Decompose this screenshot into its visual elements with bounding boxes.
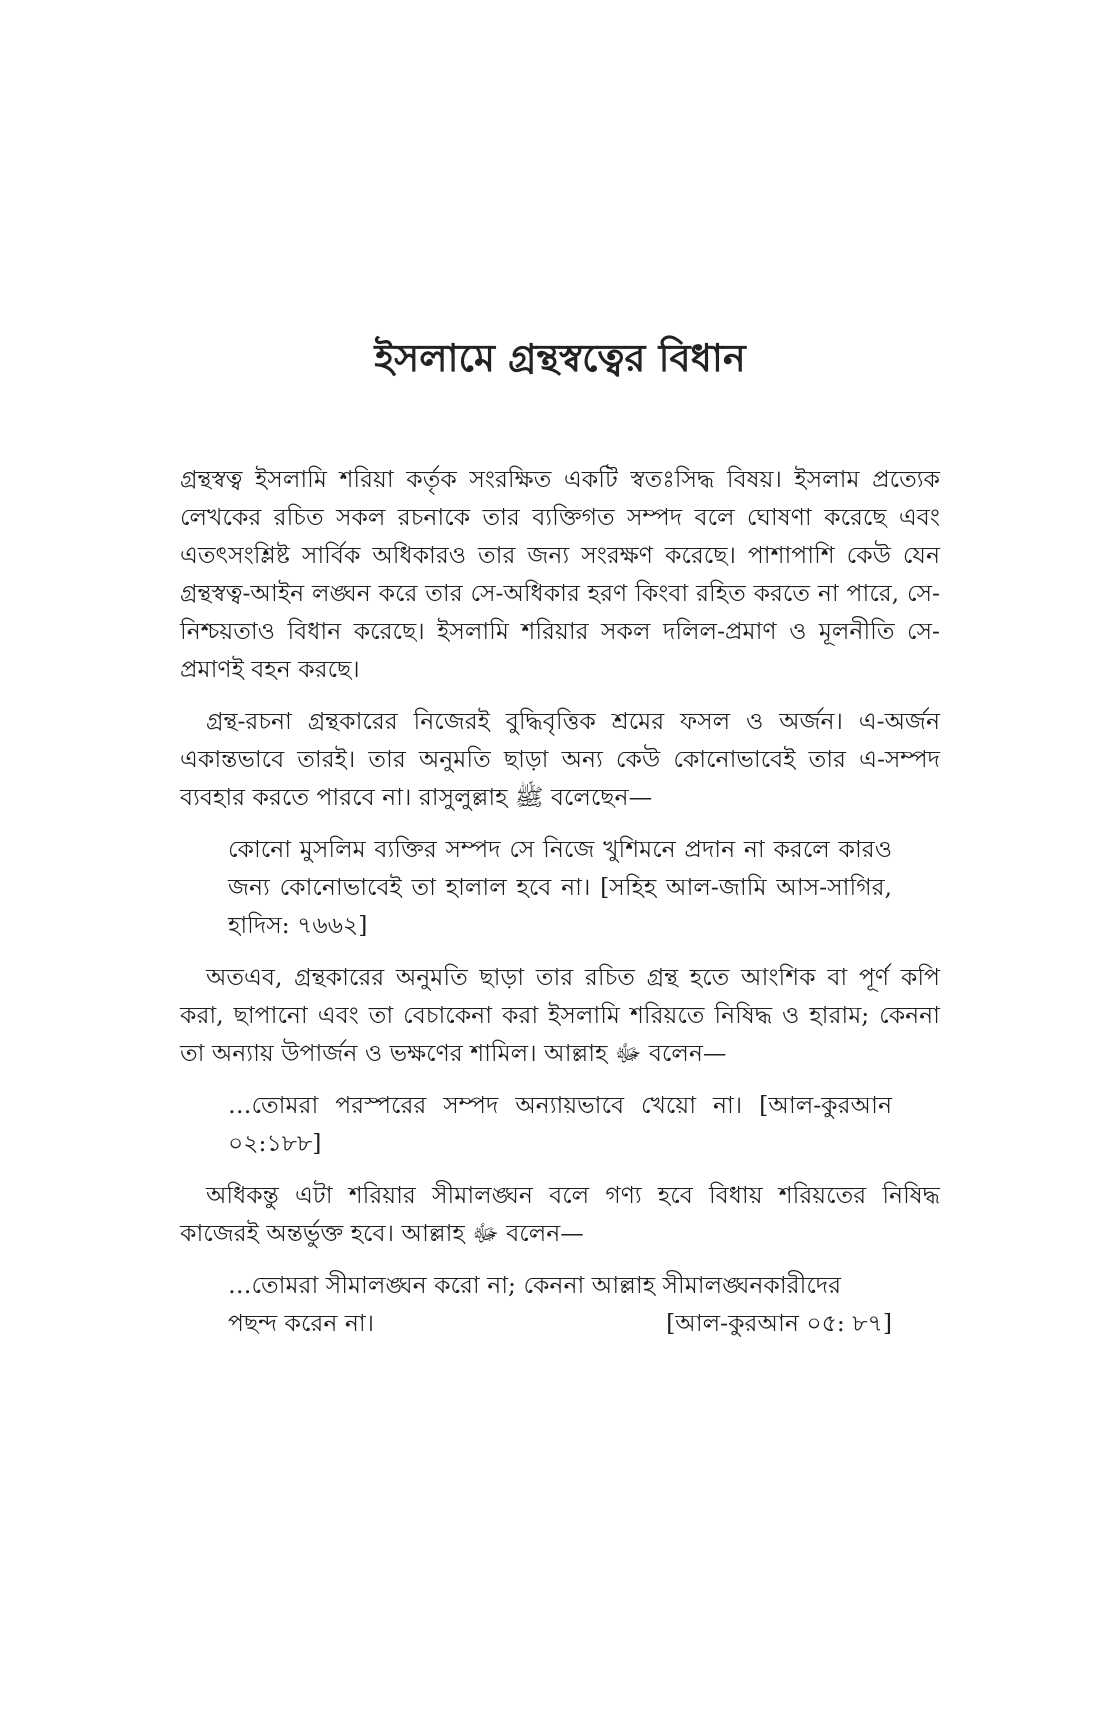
quote-last-line (228, 1304, 892, 1342)
paragraph-transgression: অধিকন্তু এটা শরিয়ার সীমালঙ্ঘন বলে গণ্য হবে বিধায় শরিয়তের নিষিদ্ধ কাজেরই অন্তর্ভুক্ত হবে। আল্লাহ ﷻ বলেন— (180, 1181, 940, 1247)
quran-quote-5-87 (180, 1266, 940, 1342)
quran-quote-2-188: …তোমরা পরস্পরের সম্পদ অন্যায়ভাবে খেয়ো না। [আল-কুরআন ০২:১৮৮] (228, 1091, 892, 1157)
body-text (180, 460, 940, 1342)
page-title: ইসলামে গ্রন্থস্বত্বের বিধান (374, 335, 746, 380)
paragraph-prohibition: অতএব, গ্রন্থকারের অনুমতি ছাড়া তার রচিত গ্রন্থ হতে আংশিক বা পূর্ণ কপি করা, ছাপানো এবং তা বেচাকেনা করা ইসলামি শরিয়তে নিষিদ্ধ ও হারাম; কেননা তা অন্যায় উপার্জন ও ভক্ষণের শামিল। আল্লাহ ﷻ বলেন— (180, 963, 940, 1067)
quote-reference: [আল-কুরআন ০৫: ৮৭] (666, 1309, 892, 1337)
quote-line-1: …তোমরা সীমালঙ্ঘন করো না; কেননা আল্লাহ সীমালঙ্ঘনকারীদের (228, 1271, 842, 1299)
paragraph-copyright-intro: গ্রন্থস্বত্ব ইসলামি শরিয়া কর্তৃক সংরক্ষিত একটি স্বতঃসিদ্ধ বিষয়। ইসলাম প্রত্যেক লেখকের রচিত সকল রচনাকে তার ব্যক্তিগত সম্পদ বলে ঘোষণা করেছে এবং এতৎসংশ্লিষ্ট সার্বিক অধিকারও তার জন্য সংরক্ষণ করেছে। পাশাপাশি কেউ যেন গ্রন্থস্বত্ব-আইন লঙ্ঘন করে তার সে-অধিকার হরণ কিংবা রহিত করতে না পারে, সে-নিশ্চয়তাও বিধান করেছে। ইসলামি শরিয়ার সকল দলিল-প্রমাণ ও মূলনীতি সে-প্রমাণই বহন করছে। (180, 465, 940, 683)
hadith-quote: কোনো মুসলিম ব্যক্তির সম্পদ সে নিজে খুশিমনে প্রদান না করলে কারও জন্য কোনোভাবেই তা হালাল হবে না। [সহিহ আল-জামি আস-সাগির, হাদিস: ৭৬৬২] (228, 835, 892, 939)
paragraph-authorship: গ্রন্থ-রচনা গ্রন্থকারের নিজেরই বুদ্ধিবৃত্তিক শ্রমের ফসল ও অর্জন। এ-অর্জন একান্তভাবে তারই। তার অনুমতি ছাড়া অন্য কেউ কোনোভাবেই তার এ-সম্পদ ব্যবহার করতে পারবে না। রাসুলুল্লাহ ﷺ বলেছেন— (180, 707, 940, 811)
quote-line-2: পছন্দ করেন না। (228, 1309, 375, 1337)
